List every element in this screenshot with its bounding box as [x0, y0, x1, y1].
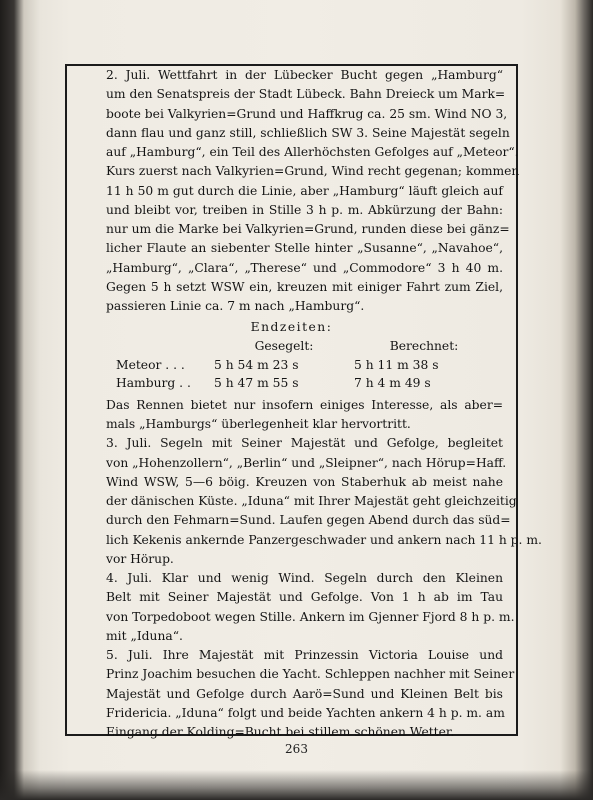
- text-line: vor Hörup.: [106, 551, 174, 566]
- text-line: auf „Hamburg“, ein Teil des Allerhöchsten Gefolges auf „Meteor“.: [106, 145, 519, 159]
- text-line: Wind WSW, 5—6 böig. Kreuzen von Staberhuk ab meist nahe: [106, 474, 503, 489]
- text-line: passieren Linie ca. 7 m nach „Hamburg“.: [106, 299, 365, 313]
- text-line: 4. Juli. Klar und wenig Wind. Segeln durch den Kleinen: [106, 571, 503, 585]
- table-row: [116, 356, 494, 375]
- computed-time: 7 h 4 m 49 s: [354, 376, 431, 391]
- header-sailed: Gesegelt:: [254, 339, 314, 354]
- text-line: lich Kekenis ankernde Panzergeschwader und ankern nach 11 h p. m.: [106, 532, 542, 547]
- text-line: mit „Iduna“.: [106, 628, 183, 643]
- text-line: licher Flaute an siebenter Stelle hinter „Susanne“, „Navahoe“,: [106, 241, 503, 256]
- text-line: Majestät und Gefolge durch Aarö=Sund und Kleinen Belt bis: [106, 686, 503, 701]
- results-header-row: [116, 337, 494, 356]
- table-row: [116, 374, 494, 393]
- text-line: von Torpedoboot wegen Stille. Ankern im Gjenner Fjord 8 h p. m.: [106, 609, 515, 624]
- text-line: 5. Juli. Ihre Majestät mit Prinzessin Victoria Louise und: [106, 648, 503, 662]
- text-line: Kurs zuerst nach Valkyrien=Grund, Wind recht gegenan; kommen: [106, 164, 520, 179]
- text-line: „Hamburg“, „Clara“, „Therese“ und „Commodore“ 3 h 40 m.: [106, 260, 503, 275]
- text-line: Prinz Joachim besuchen die Yacht. Schleppen nachher mit Seiner: [106, 667, 515, 682]
- text-line: dann flau und ganz still, schließlich SW 3. Seine Majestät segeln: [106, 125, 510, 140]
- paragraph-july-3: [80, 434, 542, 569]
- computed-time: 5 h 11 m 38 s: [354, 357, 439, 372]
- text-line: 3. Juli. Segeln mit Seiner Majestät und Gefolge, begleitet: [106, 436, 503, 451]
- text-line: Eingang der Kolding=Bucht bei stillem schönen Wetter.: [106, 725, 455, 739]
- paragraph-july-5: [80, 646, 515, 742]
- paragraph-july-2: [80, 66, 520, 316]
- text-line: boote bei Valkyrien=Grund und Haffkrug ca. 25 sm. Wind NO 3,: [106, 106, 508, 121]
- sailed-time: 5 h 54 m 23 s: [214, 357, 299, 372]
- yacht-name: Meteor . . .: [116, 357, 185, 372]
- page-number: 263: [285, 742, 308, 756]
- finish-times-title: Endzeiten:: [250, 320, 333, 335]
- paragraph-race-comment: [80, 396, 503, 435]
- text-line: 2. Juli. Wettfahrt in der Lübecker Bucht gegen „Hamburg“: [106, 68, 503, 82]
- text-line: um den Senatspreis der Stadt Lübeck. Bahn Dreieck um Mark=: [106, 87, 506, 102]
- sailed-time: 5 h 47 m 55 s: [214, 376, 299, 391]
- header-computed: Berechnet:: [389, 339, 459, 354]
- text-line: Das Rennen bietet nur insofern einiges Interesse, als aber=: [106, 397, 503, 412]
- page-edge: [0, 770, 593, 800]
- finish-times-table: [80, 318, 503, 393]
- text-line: und bleibt vor, treiben in Stille 3 h p. m. Abkürzung der Bahn:: [106, 202, 503, 217]
- text-line: mals „Hamburgs“ überlegenheit klar hervortritt.: [106, 417, 411, 431]
- paragraph-july-4: [80, 569, 515, 646]
- header-blank: [116, 337, 214, 356]
- text-line: durch den Fehmarn=Sund. Laufen gegen Abend durch das süd=: [106, 513, 511, 528]
- text-line: nur um die Marke bei Valkyrien=Grund, runden diese bei gänz=: [106, 222, 510, 236]
- page-text-block: [80, 66, 542, 742]
- text-line: Gegen 5 h setzt WSW ein, kreuzen mit einiger Fahrt zum Ziel,: [106, 279, 503, 294]
- yacht-name: Hamburg . .: [116, 376, 191, 391]
- results-table: [116, 337, 494, 393]
- text-line: 11 h 50 m gut durch die Linie, aber „Hamburg“ läuft gleich auf: [106, 183, 503, 198]
- text-line: Fridericia. „Iduna“ folgt und beide Yachten ankern 4 h p. m. am: [106, 705, 505, 720]
- text-line: der dänischen Küste. „Iduna“ mit Ihrer Majestät geht gleichzeitig: [106, 494, 517, 508]
- text-line: von „Hohenzollern“, „Berlin“ und „Sleipner“, nach Hörup=Haff.: [106, 455, 507, 470]
- text-line: Belt mit Seiner Majestät und Gefolge. Von 1 h ab im Tau: [106, 590, 503, 605]
